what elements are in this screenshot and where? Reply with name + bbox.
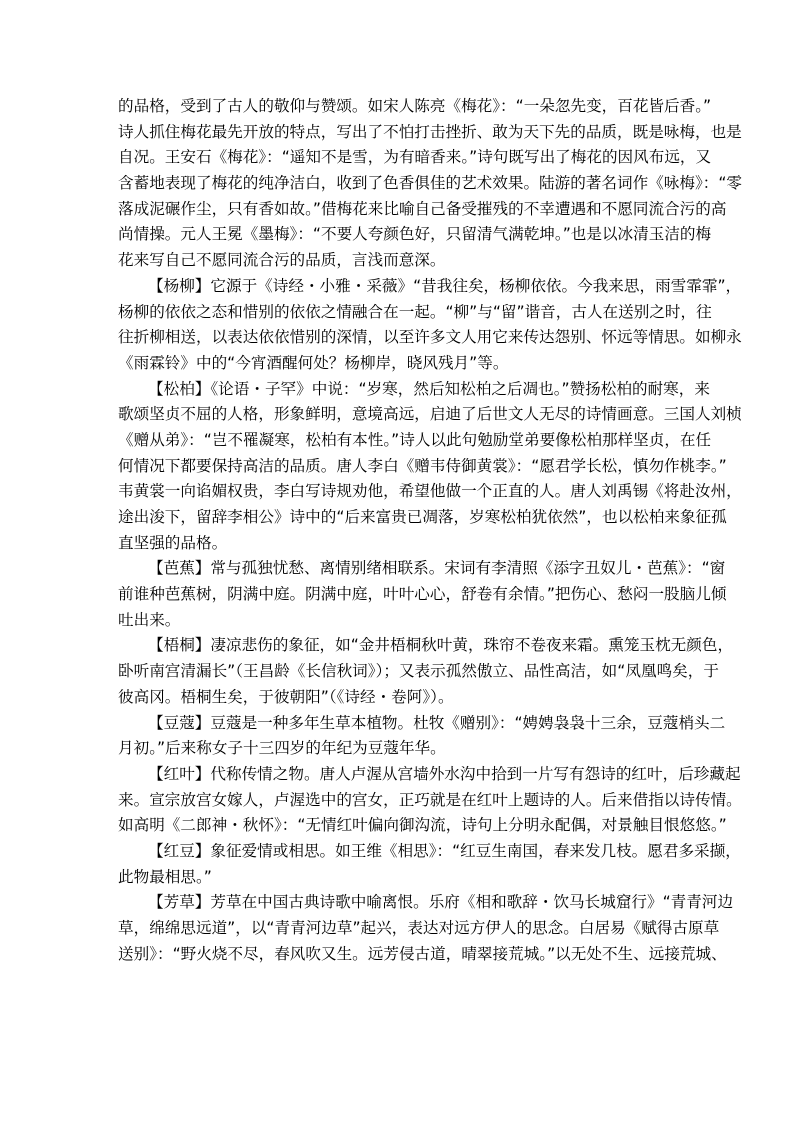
text-line: 花来写自己不愿同流合污的品质，言浅而意深。 [118,251,446,270]
paragraph-fangcao [118,890,734,967]
text-line: 尚情操。元人王冕《墨梅》：“不要人夸颜色好，只留清气满乾坤。”也是以冰清玉洁的梅 [118,225,712,244]
text-line: 直坚强的品格。 [118,533,228,552]
text-line: 韦黄裳一向谄媚权贵，李白写诗规劝他，希望他做一个正直的人。唐人刘禹锡《将赴汝州， [118,482,742,501]
text-line: 送别》：“野火烧不尽，春风吹又生。远芳侵古道，晴翠接荒城。”以无处不生、远接荒城、 [118,944,727,963]
paragraph-bajiao [118,556,727,633]
text-line: 【红豆】象征爱情或相思。如王维《相思》：“红豆生南国，春来发几枝。愿君多采撷， [148,841,741,860]
text-line: 前谁种芭蕉树，阴满中庭。阴满中庭，叶叶心心，舒卷有余情。”把伤心、愁闷一股脑儿倾 [118,585,727,604]
text-line: 【梧桐】凄凉悲伤的象征，如“金井梧桐秋叶黄，珠帘不卷夜来霜。熏笼玉枕无颜色， [148,636,734,655]
text-line: 的品格，受到了古人的敬仰与赞颂。如宋人陈亮《梅花》：“一朵忽先变，百花皆后香。” [118,97,712,115]
text-line: 【红叶】代称传情之物。唐人卢渥从宫墙外水沟中拾到一片写有怨诗的红叶，后珍藏起 [148,764,741,783]
text-line: 草，绵绵思远道”，以“青青河边草”起兴，表达对远方伊人的思念。白居易《赋得古原草 [118,919,720,937]
text-line: 落成泥碾作尘，只有香如故。”借梅花来比喻自己备受摧残的不幸遭遇和不愿同流合污的高 [118,199,727,218]
text-line: 吐出来。 [118,610,181,629]
text-line: 【松柏】《论语・子罕》中说：“岁寒，然后知松柏之后凋也。”赞扬松柏的耐寒，来 [148,379,710,398]
text-line: 杨柳的依依之态和惜别的依依之情融合在一起。“柳”与“留”谐音，古人在送别之时，往 [118,302,712,321]
paragraph-hongdou [118,839,741,890]
text-line: 含蓄地表现了梅花的纯净洁白，收到了色香俱佳的艺术效果。陆游的著名词作《咏梅》：“零 [118,174,743,193]
paragraph-songbai [118,377,742,557]
text-line: 自况。王安石《梅花》：“遥知不是雪，为有暗香来。”诗句既写出了梅花的因风布远，又 [118,148,712,167]
text-line: 诗人抓住梅花最先开放的特点，写出了不怕打击挫折、敢为天下先的品质，既是咏梅，也是 [118,122,742,141]
text-line: 【杨柳】它源于《诗经・小雅・采薇》“昔我往矣，杨柳依依。今我来思，雨雪霏霏”， [148,276,742,295]
text-line: 往折柳相送，以表达依依惜别的深情，以至许多文人用它来传达怨别、怀远等情思。如柳永 [118,328,742,347]
text-line: 歌颂坚贞不屈的人格，形象鲜明，意境高远，启迪了后世文人无尽的诗情画意。三国人刘桢 [118,405,742,424]
text-line: 彼高冈。梧桐生矣，于彼朝阳”（《诗经・卷阿》）。 [118,687,454,706]
text-line: 来。宣宗放宫女嫁人，卢渥选中的宫女，正巧就是在红叶上题诗的人。后来借指以诗传情。 [118,790,742,809]
text-line: 《雨霖铃》中的“今宵酒醒何处？杨柳岸，晓风残月”等。 [118,353,509,372]
paragraph-wutong [118,633,734,710]
text-line: 卧听南宫清漏长”（王昌龄《长信秋词》）；又表示孤然傲立、品性高洁，如“凤凰鸣矣，于 [118,662,719,681]
text-line: 此物最相思。” [118,867,212,886]
document-body [118,94,743,967]
text-line: 途出浚下，留辞李相公》诗中的“后来富贵已凋落，岁寒松柏犹依然”，也以松柏来象征孤 [118,508,727,526]
text-line: 【芳草】芳草在中国古典诗歌中喻离恨。乐府《相和歌辞・饮马长城窟行》“青青河边 [148,893,734,912]
text-line: 月初。”后来称女子十三四岁的年纪为豆蔻年华。 [118,739,446,758]
text-line: 【芭蕉】常与孤独忧愁、离情别绪相联系。宋词有李清照《添字丑奴儿・芭蕉》：“窗 [148,559,726,578]
text-line: 【豆蔻】豆蔻是一种多年生草本植物。杜牧《赠别》：“娉娉袅袅十三余，豆蔻梢头二 [148,713,726,732]
text-line: 何情况下都要保持高洁的品质。唐人李白《赠韦侍御黄裳》：“愿君学长松，慎勿作桃李。” [118,456,727,475]
text-line: 如高明《二郎神・秋怀》：“无情红叶偏向御沟流，诗句上分明永配偶，对景触目恨悠悠。” [118,816,727,835]
paragraph-doukou [118,711,726,762]
paragraph-meihua-continued [118,94,743,274]
paragraph-hongye [118,762,742,839]
text-line: 《赠从弟》：“岂不罹凝寒，松柏有本性。”诗人以此句勉励堂弟要像松柏那样坚贞，在任 [118,430,712,449]
paragraph-yangliu [118,274,742,377]
